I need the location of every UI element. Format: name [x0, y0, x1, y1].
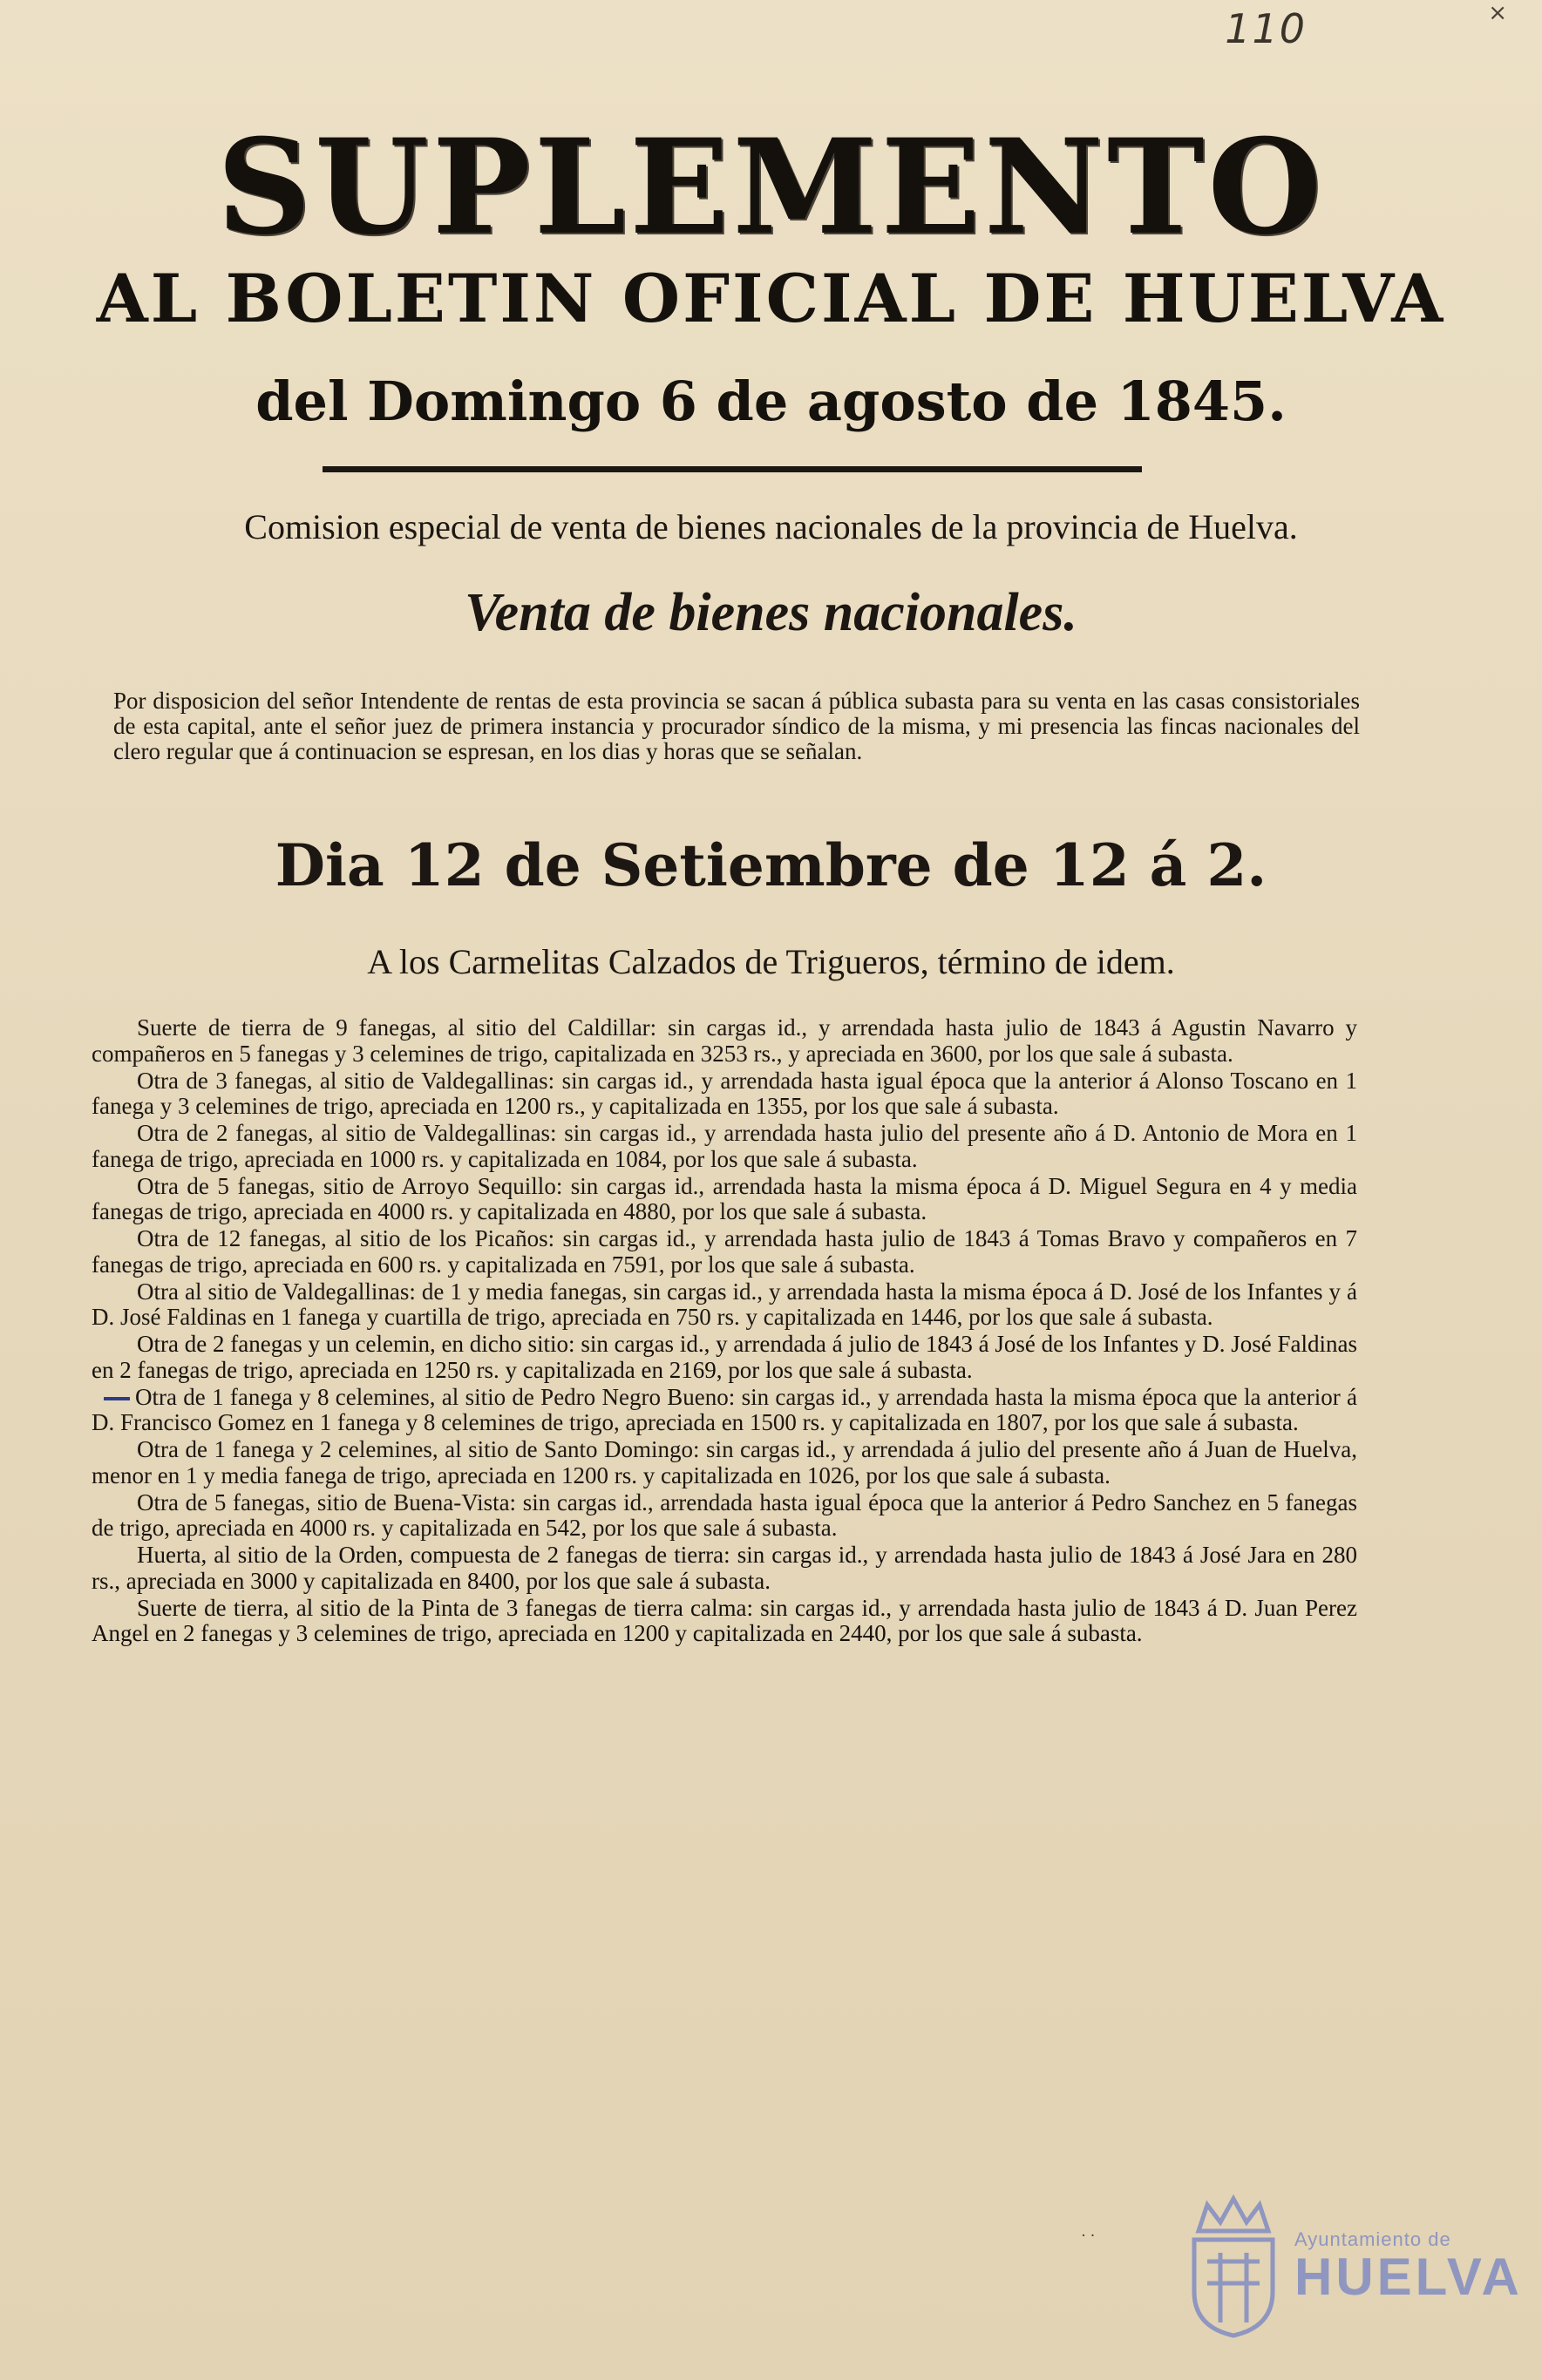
listing-item: Suerte de tierra, al sitio de la Pinta de 3 fanegas de tierra calma: sin cargas id., y arrendada hasta julio de 1843 á D. Juan Perez Angel en 2 fanegas y 3 celemines de trigo, apreciada en 1200 y capitalizada en 2440, por los que sale á subasta. [92, 1594, 1357, 1646]
day-heading: Dia 12 de Setiembre de 12 á 2. [275, 831, 1267, 899]
watermark-top-line: Ayuntamiento de [1294, 2228, 1451, 2250]
listing-item: Otra de 1 fanega y 2 celemines, al sitio de Santo Domingo: sin cargas id., y arrendada á julio del presente año á Juan de Huelva, menor en 1 y media fanega de trigo, apreciada en 1200 rs. y capitalizada en 1026, por los que sale á subasta. [92, 1436, 1357, 1488]
listing-item-marked [92, 1385, 1357, 1436]
corner-mark: × [1488, 0, 1507, 26]
dateline: del Domingo 6 de agosto de 1845. [255, 370, 1287, 433]
section-title: Venta de bienes nacionales. [465, 583, 1077, 642]
listing-item: Otra de 5 fanegas, sitio de Arroyo Sequillo: sin cargas id., arrendada hasta la misma época á D. Miguel Segura en 4 y media fanegas de trigo, apreciada en 4000 rs. y capitalizada en 4880, por los que sale á subasta. [92, 1172, 1357, 1224]
listing-item: Otra al sitio de Valdegallinas: de 1 y media fanegas, sin cargas id., y arrendada hasta la misma época á D. José de los Infantes y á D. José Faldinas en 1 fanega y cuartilla de trigo, apreciada en 750 rs. y capitalizada en 1446, por los que sale á subasta. [92, 1278, 1357, 1330]
watermark-text [1294, 2228, 1523, 2306]
watermark-bottom-line: HUELVA [1294, 2248, 1523, 2306]
intro-paragraph: Por disposicion del señor Intendente de rentas de esta provincia se sacan á pública subasta para su venta en las casas consistoriales de esta capital, ante el señor juez de primera instancia y procurador síndico de la misma, y mi presencia las fincas nacionales del clero regular que á continuacion se espresan, en los dias y horas que se señalan. [113, 688, 1360, 764]
commission-heading: Comision especial de venta de bienes nacionales de la provincia de Huelva. [244, 507, 1298, 546]
listing-item: Huerta, al sitio de la Orden, compuesta de 2 fanegas de tierra: sin cargas id., y arrendada hasta julio de 1843 á José Jara en 280 rs., apreciada en 3000 y capitalizada en 8400, por los que sale á subasta. [92, 1542, 1357, 1594]
handwritten-annotation: 110 [1225, 5, 1307, 52]
listing-item: Suerte de tierra de 9 fanegas, al sitio del Caldillar: sin cargas id., y arrendada hasta julio de 1843 á Agustin Navarro y compañeros en 5 fanegas y 3 celemines de trigo, capitalizada en 3253 rs., y apreciada en 3600, por los que sale á subasta. [92, 1014, 1357, 1067]
listing-item: Otra de 2 fanegas y un celemin, en dicho sitio: sin cargas id., y arrendada á julio de 1843 á José de los Infantes y D. José Faldinas en 2 fanegas de trigo, apreciada en 1250 rs. y capitalizada en 2169, por los que sale á subasta. [92, 1331, 1357, 1383]
divider-rule [323, 466, 1142, 472]
page-title: SUPLEMENTO [216, 111, 1326, 264]
listing-item: Otra de 2 fanegas, al sitio de Valdegallinas: sin cargas id., y arrendada hasta julio del presente año á D. Antonio de Mora en 1 fanega de trigo, apreciada en 1000 rs. y capitalizada en 1084, por los que sale á subasta. [92, 1120, 1357, 1172]
page-subtitle: AL BOLETIN OFICIAL DE HUELVA [96, 260, 1446, 337]
ink-specks: · · [1081, 2227, 1096, 2244]
listing-item: Otra de 12 fanegas, al sitio de los Picaños: sin cargas id., y arrendada hasta julio de 1843 á Tomas Bravo y compañeros en 7 fanegas de trigo, apreciada en 600 rs. y capitalizada en 7591, por los que sale á subasta. [92, 1225, 1357, 1278]
listing-text: Otra de 1 fanega y 8 celemines, al sitio de Pedro Negro Bueno: sin cargas id., y arrendada hasta la misma época que la anterior á D. Francisco Gomez en 1 fanega y 8 celemines de trigo, apreciada en 1500 rs. y capitalizada en 1807, por los que sale á subasta. [92, 1383, 1357, 1435]
crown-shield-icon [1181, 2192, 1286, 2340]
listing-item: Otra de 5 fanegas, sitio de Buena-Vista: sin cargas id., arrendada hasta igual época que la anterior á Pedro Sanchez en 5 fanegas de trigo, apreciada en 4000 rs. y capitalizada en 542, por los que sale á subasta. [92, 1488, 1357, 1541]
margin-pointer-mark [104, 1397, 130, 1400]
convent-heading: A los Carmelitas Calzados de Trigueros, término de idem. [367, 942, 1175, 981]
archive-watermark [1181, 2187, 1523, 2344]
listings [92, 1015, 1357, 1648]
listing-item: Otra de 3 fanegas, al sitio de Valdegallinas: sin cargas id., y arrendada hasta igual época que la anterior á Alonso Toscano en 1 fanega y 3 celemines de trigo, apreciada en 1200 rs., y capitalizada en 1355, por los que sale á subasta. [92, 1067, 1357, 1119]
